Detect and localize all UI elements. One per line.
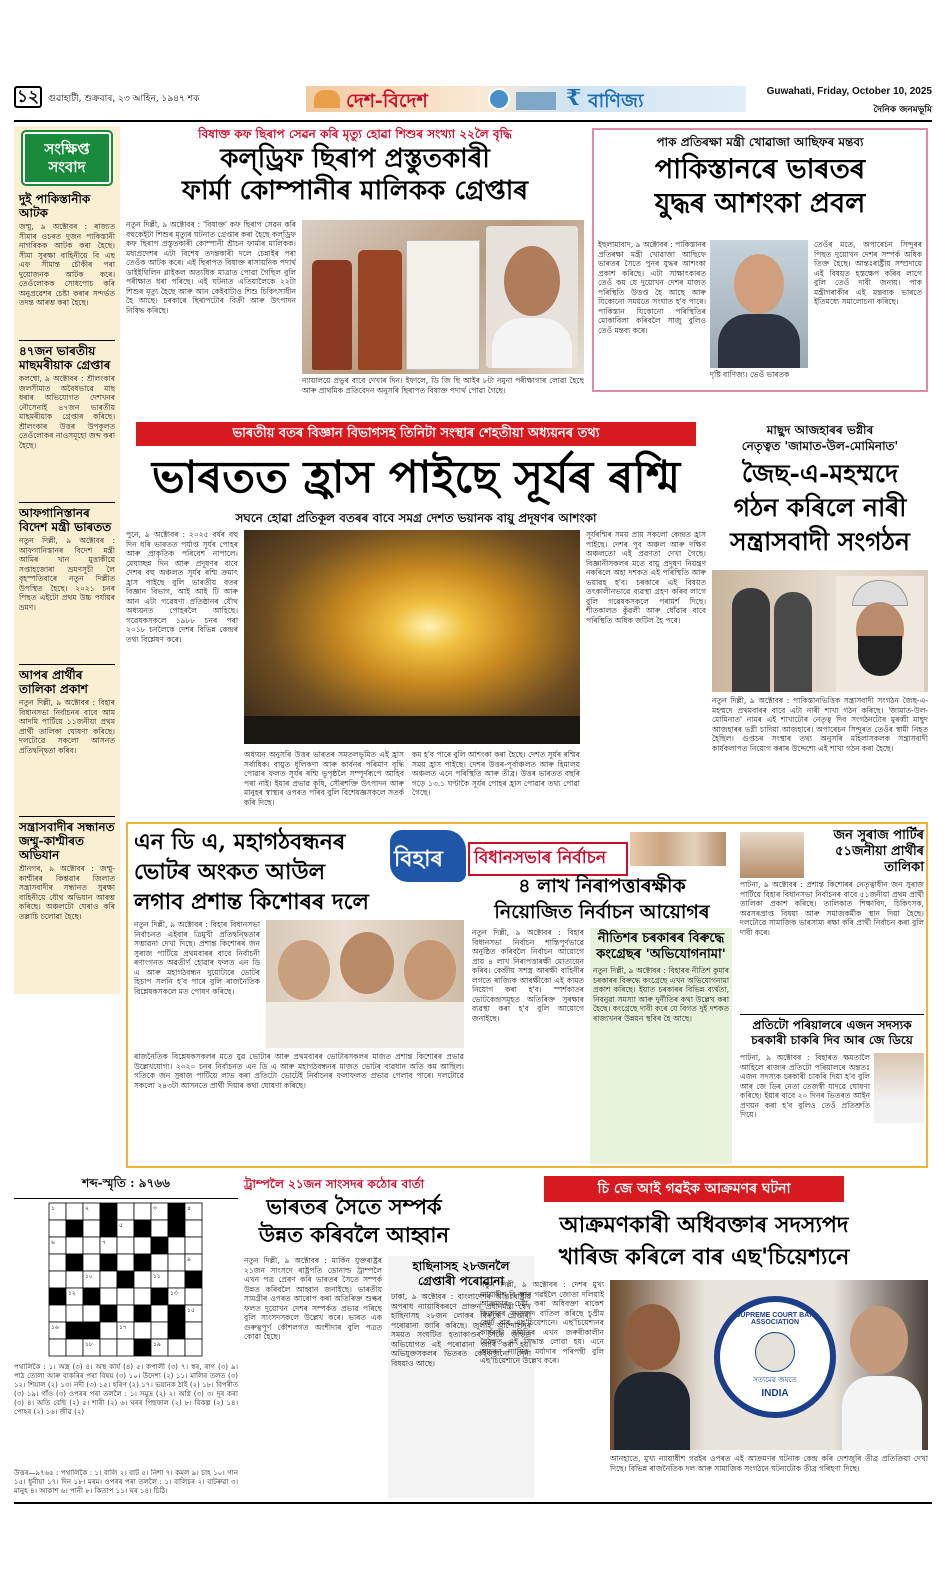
- scba-motto: সত্যমেৱ জয়তে: [753, 1376, 797, 1384]
- sidebar-item-title: আপৰ প্ৰাৰ্থীৰ তালিকা প্ৰকাশ: [19, 668, 88, 696]
- crossword-number: ১০: [85, 1273, 93, 1280]
- crossword-cell[interactable]: [49, 1254, 66, 1271]
- crossword-cell[interactable]: [151, 1322, 168, 1339]
- crossword-cell[interactable]: [168, 1271, 185, 1288]
- story-body: অধ্যয়ন অনুসৰি উত্তৰ ভাৰতৰ সমতলভূমিত এই হ্ৰাস সৰ্বাধিক। বায়ুত ধূলিকণা আৰু কাৰ্বনৰ পৰিমাণ বৃদ্ধি পোৱাৰ ফলত সূৰ্যৰ ৰশ্মি ভূপৃষ্ঠলৈ সম্পূৰ্ণৰূপে আহিব পৰা নাই। ইয়াৰ প্ৰভাৱ কৃষি, সৌৰশক্তি উৎপাদন আৰু মানুহৰ স্বাস্থ্যৰ ওপৰত পৰিব বুলি বিশেষজ্ঞসকলে সতৰ্ক কৰি দিছে।: [244, 750, 404, 807]
- story-body: সূৰ্যৰশ্মিৰ সময় প্ৰায় সকলো কেন্দ্ৰত হ্ৰাস পাইছে। দেশৰ পূব অঞ্চল আৰু দক্ষিণ অঞ্চলতো এই প্ৰৱণতা দেখা গৈছে। বিজ্ঞানীসকলৰ মতে বায়ু প্ৰদূষণ নিয়ন্ত্ৰণ নকৰিলে অহা দশকত এই পৰিস্থিতি আৰু ভয়াৱহ হ'ব। চৰকাৰে এই বিষয়ত তৎকালীনভাৱে ব্যৱস্থা গ্ৰহণ কৰিব লাগে বুলি গৱেষকসকলে পৰামৰ্শ দিছে। শীতকালত কুঁৱলী আৰু ধোঁৱাৰ বাবে পৰিস্থিতি অধিক জটিল হৈ পৰে।: [586, 530, 706, 625]
- crossword-cell[interactable]: [100, 1271, 117, 1288]
- story-rjd-jobs: [740, 1014, 924, 1164]
- photo-caption: দৃষ্টি বাণিজ্য। ভেওঁ ভাৰতক: [710, 370, 790, 379]
- syrup-box: [406, 240, 480, 370]
- crossword-number: ৬: [51, 1239, 55, 1246]
- crossword-cell[interactable]: [185, 1339, 202, 1356]
- crossword-number: ৩: [153, 1205, 157, 1212]
- story-kicker: পাক প্ৰতিৰক্ষা মন্ত্ৰী খোৱাজা আছিফৰ মন্তব্য: [656, 135, 864, 149]
- owner-face: [504, 246, 560, 316]
- jem-photo: [712, 570, 928, 692]
- crossword-cell[interactable]: [66, 1271, 83, 1288]
- crossword-title: শব্দ-স্মৃতি : ৯৭৬৬: [14, 1172, 238, 1199]
- crossword-block: [168, 1305, 185, 1322]
- story-subhead: সঘনে হোৱা প্ৰতিকূল বতৰৰ বাবে সমগ্ৰ দেশত ভয়ানক বায়ু প্ৰদূষণৰ আশংকা: [235, 511, 597, 525]
- election-label: বিধানসভাৰ নিৰ্বাচন: [468, 842, 628, 876]
- story-body: ইছলামাবাদ, ৯ অক্টোবৰ : পাকিস্তানৰ প্ৰতিৰক্ষা মন্ত্ৰী খোৱাজা আছিফে ভাৰতৰ সৈতে পুনৰ যুদ্ধৰ আশংকা প্ৰকাশ কৰিছে। এটা সাক্ষাৎকাৰত তেওঁ কয় যে দুয়োখন দেশৰ মাজত পৰিস্থিতি উত্তপ্ত হৈ আছে আৰু যিকোনো সময়তে সংঘাত হ'ব পাৰে। পাকিস্তান যিকোনো পৰিস্থিতিৰ মোকাবিলা কৰিবলৈ সাজু বুলিও তেওঁ মন্তব্য কৰে।: [598, 240, 706, 335]
- scba-logo: [714, 1296, 836, 1418]
- crossword-cell[interactable]: [49, 1271, 66, 1288]
- story-headline: কল্‌ড্ৰিফ ছিৰাপ প্ৰস্তুতকাৰী: [220, 144, 490, 174]
- story-headline: প্ৰতিটো পৰিয়ালৰে এজন সদস্যক: [752, 1018, 912, 1032]
- crossword-block: [168, 1322, 185, 1339]
- story-headline: চৰকাৰী চাকৰি দিব আৰ জে ডিয়ে: [751, 1033, 913, 1047]
- story-headline: ভাৰতত হ্ৰাস পাইছে সূৰ্যৰ ৰশ্মি: [151, 452, 681, 503]
- crossword-block: [168, 1203, 185, 1220]
- story-headline: আক্ৰমণকাৰী অধিবক্তাৰ সদস্যপদ: [559, 1212, 849, 1238]
- crossword-cell[interactable]: [100, 1339, 117, 1356]
- sidebar-item-title: সন্ত্ৰাসবাদীৰ সন্ধানত জম্মু-কাশ্মীৰত অভিযান: [19, 820, 115, 862]
- story-headline: গ্ৰেপ্তাৰী পৰোৱানা: [418, 1274, 504, 1288]
- sidebar-item-body: নতুন দিল্লী, ৯ অক্টোবৰ : আফগানিস্তানৰ বিদেশ মন্ত্ৰী আমিৰ খান মুত্তাকীয়ে সপ্তাহজোৰা ভ্ৰমণসূচী লৈ বৃহস্পতিবাৰে নতুন দিল্লীত উপস্থিত হৈছে। ২০২১ চনৰ পিছত এইটো প্ৰথম উচ্চ পৰ্যায়ৰ ভ্ৰমণ।: [19, 536, 115, 612]
- crossword-block: [168, 1220, 185, 1237]
- crossword-number: ২: [85, 1205, 89, 1212]
- story-body: পুনে, ৯ অক্টোবৰ : ২০২৫ বৰ্ষৰ বহু দিন ধৰি ভাৰতত পৰ্যাপ্ত সূৰ্যৰ পোহৰ আৰু প্ৰাকৃতিক পৰিবেশ নাপালে। মেঘাচ্ছন্ন দিন আৰু প্ৰদূষণৰ বাবে দেশৰ বহু অঞ্চলত সূৰ্যৰ ৰশ্মি ক্ৰমাৎ হ্ৰাস পাইছে বুলি ভাৰতীয় বতৰ বিজ্ঞান বিভাগ, আই আই টি আৰু আন এটা গৱেষণা প্ৰতিষ্ঠানৰ যৌথ অধ্যয়নত পোহৰলৈ আহিছে। গৱেষকসকলে ১৯৮৮ চনৰ পৰা ২০১৮ চনলৈকে দেশৰ বিভিন্ন কেন্দ্ৰৰ তথ্য বিশ্লেষণ কৰে।: [126, 530, 238, 644]
- story-headline: নীতিশৰ চৰকাৰৰ বিৰুদ্ধে: [597, 931, 725, 946]
- story-jem: [712, 422, 928, 818]
- clouds-sun-photo: [244, 530, 580, 744]
- story-body: পাটনা, ৯ অক্টোবৰ : বিহাৰত ক্ষমতালৈ আহিলে ৰাজ্যৰ প্ৰতিটো পৰিয়ালৰে অন্ততঃ এজন সদস্যক চৰকাৰী চাকৰি দিয়া হ'ব বুলি আৰ জে ডিৰ নেতা তেজস্বী যাদৱে ঘোষণা কৰিছে। ইয়াৰ বাবে ২০ দিনৰ ভিতৰত আইন প্ৰণয়ন কৰা হ'ব বুলিও তেওঁ প্ৰতিশ্ৰুতি দিয়ে।: [740, 1053, 870, 1119]
- leader-face: [404, 940, 456, 1000]
- crossword-cell[interactable]: [100, 1322, 117, 1339]
- sidebar-item-title: দুই পাকিস্তানীক আটক: [19, 192, 91, 220]
- crossword-number: ৯: [187, 1256, 191, 1263]
- story-headline: সন্ত্ৰাসবাদী সংগঠন: [730, 527, 910, 556]
- masthead: [14, 84, 932, 120]
- crossword: [14, 1172, 238, 1498]
- parliament-icon: [314, 90, 340, 108]
- advocate-face: [624, 1304, 680, 1370]
- crossword-cell[interactable]: [83, 1254, 100, 1271]
- crossword-number: ৮: [136, 1256, 140, 1263]
- leader-clothes: [266, 1002, 464, 1048]
- leader-face: [278, 940, 330, 1000]
- crossword-block: [185, 1271, 202, 1288]
- asif-suit: [718, 314, 800, 368]
- crossword-number: ১৫: [187, 1307, 195, 1314]
- crossword-block: [100, 1220, 117, 1237]
- crossword-cell[interactable]: [117, 1254, 134, 1271]
- story-body: পাটনা, ৯ অক্টোবৰ : প্ৰশান্ত কিশোৰৰ নেতৃত্বাধীন জন সুৰাজ পাৰ্টিয়ে বিহাৰ বিধানসভা নিৰ্বাচনৰ বাবে ৫১জনীয়া প্ৰথম প্ৰাৰ্থী তালিকা প্ৰকাশ কৰিছে। তালিকাত শিক্ষাবিদ, চিকিৎসক, অৱসৰপ্ৰাপ্ত বিষয়া আৰু সমাজকৰ্মীক স্থান দিয়া হৈছে। দলটোৱে সামাজিক ভাৰসাম্য ৰক্ষা কৰি প্ৰাৰ্থী নিৰ্বাচন কৰা বুলি দাবী কৰে।: [740, 880, 924, 937]
- story-headline: উন্নত কৰিবলৈ আহ্বান: [258, 1222, 450, 1247]
- scba-logo-india: INDIA: [761, 1388, 789, 1399]
- page-number: ১২: [14, 86, 42, 108]
- story-body: নতুন দিল্লী, ৯ অক্টোবৰ : দেশৰ মুখ্য ন্যায়াধীশ বি আৰ গৱইলৈ জোতা দলিয়াই আক্ৰমণৰ চেষ্টা কৰা অধিবক্তা ৰাকেশ কিশোৰৰ সদস্যপদ বাতিল কৰিছে চুপ্ৰীম কোৰ্ট বাৰ এছ'চিয়েশ্যনে। এছ'চিয়েশ্যনৰ কাৰ্যবাহী সমিতিৰ এখন জৰুৰীকালীন বৈঠকত এই সিদ্ধান্ত লোৱা হয়। এনে আচৰণ ন্যায়িক মৰ্যাদাৰ পৰিপন্থী বুলি এছ'চিয়েশ্যনে উল্লেখ কৰে।: [480, 1280, 604, 1365]
- sidebar-item-title: আফগানিস্তানৰ বিদেশ মন্ত্ৰী ভাৰতত: [19, 506, 112, 534]
- crossword-number: ১: [51, 1205, 55, 1212]
- crossword-cell[interactable]: [134, 1203, 151, 1220]
- crossword-cell[interactable]: [66, 1339, 83, 1356]
- story-headline: লগাব প্ৰশান্ত কিশোৰৰ দলে: [134, 889, 369, 915]
- crossword-cell[interactable]: [49, 1339, 66, 1356]
- story-body: আনহাতে, মুখ্য ন্যায়াধীশ গৱইৰ ওপৰত এই আক্ৰমণৰ ঘটনাক কেন্দ্ৰ কৰি দেশজুৰি তীব্ৰ প্ৰতিক্ৰিয়া দেখা দিছে। বিভিন্ন ৰাজনৈতিক দল আৰু সামাজিক সংগঠনে ঘটনাটোক তীব্ৰ গৰিহণা দিছে।: [610, 1454, 928, 1473]
- sidebar-item-body: জম্মু, ৯ অক্টোবৰ : ৰাজ্যত সীমাৰ ওচৰত দুজন পাকিস্তানী নাগৰিকক আটক কৰা হৈছে। সীমা সুৰক্ষা বাহিনীয়ে বি এছ এফ সীমান্ত চৌকীৰ পৰা দুয়োজনক আটক কৰে। তেওঁলোকক সোধপোচ কৰি অনুপ্ৰৱেশৰ চেষ্টা কৰাৰ সন্দৰ্ভত তদন্ত আৰম্ভ কৰা হৈছে।: [19, 222, 115, 307]
- date-english: Guwahati, Friday, October 10, 2025: [766, 86, 932, 97]
- bihar-label: বিহাৰ: [394, 846, 443, 872]
- story-band: চি জে আই গৱইক আক্ৰমণৰ ঘটনা: [544, 1176, 844, 1202]
- veiled-woman: [774, 592, 812, 692]
- story-kicker: মাছুদ আজহাৰৰ ভগ্নীৰ: [766, 423, 874, 437]
- crossword-block: [117, 1271, 134, 1288]
- story-headline: হাছিনাসহ ২৮জনলৈ: [412, 1259, 510, 1273]
- cji-face: [850, 1306, 908, 1374]
- story-cough-syrup: [126, 126, 584, 396]
- bottle: [358, 250, 402, 370]
- crossword-number: ১৩: [170, 1290, 178, 1297]
- crossword-cell[interactable]: [134, 1322, 151, 1339]
- sidebar-badge: সংক্ষিপ্ত সংবাদ: [23, 132, 111, 184]
- crossword-cell[interactable]: [83, 1237, 100, 1254]
- story-body: নতুন দিল্লী, ৯ অক্টোবৰ : 'বিষাক্ত' কফ ছিৰাপ সেৱন কৰি বহুকেইটা শিশুৰ মৃত্যুৰ ঘটনাত গ্ৰেপ্তাৰ কৰা হৈছে কল্‌ড্ৰিফ কফ ছিৰাপ প্ৰস্তুতকাৰী কোম্পানী শ্ৰীচন ফাৰ্মাৰ মালিকক। মধ্যপ্ৰদেশৰ এটা বিশেষ তদন্তকাৰী দলে চেন্নাইৰ পৰা তেওঁক আটক কৰে। এই ছিৰাপত বিষাক্ত ৰাসায়নিক পদাৰ্থ ডাইইথিলিন গ্লাইকল অত্যধিক মাত্ৰাত পোৱা গৈছিল বুলি পৰীক্ষাত ধৰা পৰিছে। এই ঘটনাত এতিয়ালৈকে ২২টা শিশুৰ মৃত্যু হৈছে আৰু আন কেইবাটাও শিশু চিকিৎসাধীন হৈ আছে। চৰকাৰে ছিৰাপটোৰ বিক্ৰী আৰু উৎপাদন নিষিদ্ধ কৰিছে।: [126, 220, 296, 315]
- sidebar-item-body: শ্ৰীনগৰ, ৯ অক্টোবৰ : জম্মু-কাশ্মীৰৰ কিশ্তৱাৰ জিলাত সন্ত্ৰাসবাদীৰ সন্ধানত সুৰক্ষা বাহিনীয়ে যৌথ অভিযান আৰম্ভ কৰিছে। অঞ্চলটো ঘেৰাও কৰি তল্লাচি চলোৱা হৈছে।: [19, 864, 115, 921]
- story-body: তেওঁৰ মতে, অপাৰেচন সিন্দুৰৰ পিছত দুয়োখন দেশৰ সম্পৰ্ক অধিক তিক্ত হৈছে। আন্তঃৰাষ্ট্ৰীয় সম্প্ৰদায়ে এই বিষয়ত হস্তক্ষেপ কৰিব লাগে বুলি তেওঁ দাবী জনায়। পাক মন্ত্ৰীগৰাকীৰ এই মন্তব্যক ভাৰতে ইতিমধ্যে সমালোচনা কৰিছে।: [814, 240, 922, 306]
- sidebar-item: [19, 502, 115, 660]
- crossword-cell[interactable]: [66, 1237, 83, 1254]
- leader-face: [340, 932, 394, 994]
- scba-emblem: [755, 1332, 795, 1372]
- crossword-block: [83, 1288, 100, 1305]
- cji-scba-photo: [610, 1280, 928, 1450]
- story-headline: ভোটৰ অংকত আউল: [134, 859, 326, 885]
- story-body: কম হ'ব পাৰে বুলি আশংকা কৰা হৈছে। দেশত সূৰ্যৰ ৰশ্মিৰ সময় হ্ৰাস পাইছে। দেশৰ উত্তৰ-পূৰ্বাঞ্চলত আৰু হিমালয় অঞ্চলত এনে পৰিস্থিতি আৰু তীব্ৰ। উত্তৰ ভাৰতত বছৰি গড়ে ১৩.১ ঘণ্টাকৈ সূৰ্যৰ পোহৰ হ্ৰাস পোৱাৰ তথ্য পোৱা গৈছে।: [412, 750, 580, 797]
- crossword-number: ১৮: [85, 1341, 93, 1348]
- story-headline: গঠন কৰিলে নাৰী: [733, 493, 907, 522]
- crossword-cell[interactable]: [117, 1203, 134, 1220]
- story-kicker: ট্ৰাম্পলৈ ২১জন সাংসদৰ কঠোৰ বাৰ্তা: [244, 1177, 425, 1191]
- story-headline: খাৰিজ কৰিলে বাৰ এছ'চিয়েশ্যনে: [558, 1244, 850, 1270]
- crossword-cell[interactable]: [134, 1288, 151, 1305]
- leaders-strip: [630, 832, 726, 866]
- story-headline: জন সুৰাজ পাৰ্টিৰ: [833, 828, 924, 843]
- azhar-beard: [858, 636, 902, 676]
- crossword-cell[interactable]: [168, 1237, 185, 1254]
- syrup-bottles-photo: [302, 220, 584, 374]
- sidebar-item: [19, 340, 115, 498]
- crossword-cell[interactable]: [168, 1339, 185, 1356]
- tejashwi-photo: [874, 1053, 924, 1123]
- story-pakistan: [592, 128, 928, 392]
- crossword-cell[interactable]: [49, 1220, 66, 1237]
- sidebar-item: [19, 816, 115, 974]
- story-headline: তালিকা: [884, 860, 924, 875]
- crossword-number: ১৯: [153, 1341, 161, 1348]
- header-rule: [14, 120, 932, 122]
- crossword-block: [134, 1220, 151, 1237]
- crossword-block: [83, 1322, 100, 1339]
- city-skyline: [244, 716, 580, 744]
- crossword-cell[interactable]: [185, 1237, 202, 1254]
- story-body: নতুন দিল্লী, ৯ অক্টোবৰ : বিহাৰ বিধানসভা নিৰ্বাচনত এইবাৰ ত্ৰিমুখী প্ৰতিদ্বন্দ্বিতাৰ সম্ভাৱনা দেখা দিছে। প্ৰশান্ত কিশোৰৰ জন সুৰাজ পাৰ্টিয়ে প্ৰথমবাৰৰ বাবে নিৰ্বাচনী ৰণাংগনত অৱতীৰ্ণ হোৱাৰ ফলত এন ডি এ আৰু মহাগঠবন্ধন দুয়োটাৰে ভোটৰ হিচাপ সলনি হ'ব পাৰে বুলি ৰাজনৈতিক বিশ্লেষকসকলে মত পোষণ কৰিছে।: [134, 920, 260, 996]
- story-body: নতুন দিল্লী, ৯ অক্টোবৰ : বিহাৰৰ নীতিশ কুমাৰ চৰকাৰৰ বিৰুদ্ধে কংগ্ৰেছে এখন অভিযোগনামা প্ৰকাশ কৰিছে। ইয়াত চৰকাৰৰ বিভিন্ন ব্যৰ্থতা, নিবনুৱা সমস্যা আৰু দুৰ্নীতিৰ কথা উল্লেখ কৰা হৈছে। কংগ্ৰেছে দাবী কৰে যে বিগত দুই দশকত ৰাজ্যখনৰ উন্নয়ন স্থবিৰ হৈ আছে।: [593, 966, 729, 1023]
- sidebar-item: [19, 192, 115, 336]
- owner-portrait: [486, 226, 578, 368]
- kishore-nitish-tejashwi-photo: [266, 920, 464, 1048]
- crossword-block: [151, 1288, 168, 1305]
- cji-attire: [842, 1376, 922, 1450]
- crossword-block: [151, 1237, 168, 1254]
- crossword-number: ৪: [187, 1205, 191, 1212]
- story-jan-suraaj-list: [740, 828, 924, 1012]
- crossword-number: ১২: [68, 1290, 76, 1297]
- sidebar-item-body: কলম্বো, ৯ অক্টোবৰ : শ্ৰীলংকাৰ জলসীমাত অবৈধভাৱে মাছ ধৰাৰ অভিযোগত দেশখনৰ নৌসেনাই ৪৭জন ভাৰতীয় মাছমৰীয়াক গ্ৰেপ্তাৰ কৰিছে। শ্ৰীলংকাৰ উত্তৰ উপকূলত তেওঁলোকৰ নাওসমূহো জব্দ কৰা হৈছে।: [19, 374, 115, 450]
- crossword-block: [100, 1254, 117, 1271]
- crossword-cell[interactable]: [134, 1271, 151, 1288]
- section-banner: [306, 86, 746, 112]
- advocate-suit: [614, 1372, 690, 1450]
- crossword-block: [66, 1322, 83, 1339]
- crossword-cell[interactable]: [100, 1288, 117, 1305]
- story-body: নতুন দিল্লী, ৯ অক্টোবৰ : পাকিস্তানভিত্তিক সন্ত্ৰাসবাদী সংগঠন জৈছ-এ-মহম্মদে প্ৰথমবাৰৰ বাবে এটা নাৰী শাখা গঠন কৰিছে। 'জামাত-উল-মোমিনাত' নামৰ এই শাখাটোৰ নেতৃত্ব দিব সংগঠনটোৰ মুৰব্বী মাছুদ আজহাৰৰ ভগ্নী চাদিয়া আজহাৰে। অপাৰেচন সিন্দুৰত তেওঁৰ স্বামী নিহত হৈছিল। গুপ্তচৰ সংস্থাৰ তথ্য অনুসৰি মহিলাসকলক সন্ত্ৰাসবাদী কাৰ্যকলাপত নিয়োগ কৰাৰ উদ্দেশ্যে এই শাখা গঠন কৰা হৈছে।: [712, 696, 928, 753]
- crossword-number: ১৬: [51, 1324, 59, 1331]
- crossword-cell[interactable]: [83, 1305, 100, 1322]
- sidebar-item-body: নতুন দিল্লী, ৯ অক্টোবৰ : বিহাৰ বিধানসভা নিৰ্বাচনৰ বাবে আম আদমি পাৰ্টিয়ে ১১জনীয়া প্ৰথম প্ৰাৰ্থী তালিকা ঘোষণা কৰিছে। দলটোৱে সকলো আসনত প্ৰতিদ্বন্দ্বিতা কৰিব।: [19, 698, 115, 755]
- section-banijya: বাণিজ্য: [588, 90, 644, 112]
- story-headline: কংগ্ৰেছৰ 'অভিযোগনামা': [596, 947, 726, 962]
- crossword-clues: পথালিকৈ : ১। অস্ত্ৰ (৩) ৪। অস্থ কাৰ্য (৪) ৫। কপালী (৩) ৭। স্বৰ, ৰাগ (৩) ৯। পাঠ তোলা আৰু বাকৰিৰ পৰা বিষয় (৩) ১০। উদেশ্য (২) ১১। মালিৰ তলত (৩) ১২। শিয়াল (২) ১৩। নদী (৩) ১৫। হৰিণ (২) ১৭। ভয়ানক ঠাই (২) ১৮। বিপৰীত (৩) ১৯। গাঁও (৩) ওপৰৰ পৰা তললৈ : ১। সমুদ্ৰ (২) ২। অগ্নি (৩) ৩। দূৰ কৰা (৩) ৪। অতি বেছি (২) ৫। শাৰী (২) ৬। ঘৰৰ পিছফাল (২) ৮। বিকল্প (২) ১৪। পোহৰ (২) ১৬। জীৱ (২): [14, 1363, 238, 1416]
- story-headline: ফাৰ্মা কোম্পানীৰ মালিকক গ্ৰেপ্তাৰ: [182, 176, 528, 206]
- crossword-cell[interactable]: [185, 1220, 202, 1237]
- sidebar-item-title: ৪৭জন ভাৰতীয় মাছমৰীয়াক গ্ৰেপ্তাৰ: [19, 344, 111, 372]
- crossword-cell[interactable]: [66, 1305, 83, 1322]
- crossword-cell[interactable]: [117, 1237, 134, 1254]
- story-headline: নিয়োজিত নিৰ্বাচন আয়োগৰ: [494, 901, 710, 923]
- story-congress-chargesheet: [590, 928, 732, 1164]
- crossword-cell[interactable]: [151, 1220, 168, 1237]
- crossword-cell[interactable]: [134, 1237, 151, 1254]
- veiled-woman: [732, 588, 770, 692]
- crossword-number: ১৭: [119, 1324, 127, 1331]
- paper-name: দৈনিক জনমভূমি: [873, 105, 932, 115]
- crossword-block: [134, 1339, 151, 1356]
- rupee-icon: ₹: [566, 85, 582, 111]
- crossword-cell[interactable]: [151, 1254, 168, 1271]
- story-sunlight: [126, 422, 706, 818]
- crossword-cell[interactable]: [117, 1288, 134, 1305]
- globe-icon: [488, 88, 510, 110]
- crossword-number: ১১: [153, 1273, 161, 1280]
- story-headline: এন ডি এ, মহাগঠবন্ধনৰ: [134, 829, 346, 855]
- crossword-number: ৭: [102, 1239, 106, 1246]
- sidebar: [14, 126, 120, 994]
- azhar-portrait: [836, 576, 924, 692]
- crossword-number: ১৪: [102, 1307, 110, 1314]
- crossword-cell[interactable]: [49, 1305, 66, 1322]
- crossword-cell[interactable]: [185, 1322, 202, 1339]
- photo-caption: ন্যায়ালয়ে প্ৰভুৰ বাবে দেখাৰ দিন। ইফালে, ডি জি ছি আইৰ ৮টা নমুনা পৰীক্ষাগাৰ লোৱা হৈছে আৰু প্ৰাথমিক প্ৰতিবেদন অনুসৰি ছিৰাপত বিষাক্ত পদাৰ্থ পোৱা গৈছে।: [302, 376, 584, 395]
- asif-face: [734, 254, 784, 314]
- section-desh-bidesh: দেশ-বিদেশ: [346, 90, 428, 112]
- crossword-cell[interactable]: [151, 1305, 168, 1322]
- story-headline: জৈছ-এ-মহম্মদে: [741, 459, 899, 488]
- story-headline: যুদ্ধৰ আশংকা প্ৰবল: [654, 188, 866, 219]
- crossword-answers: উত্তৰ—৯৭৬৫ : পথালিকৈ : ১। বালি ২। বাট ৫। নিশা ৭। কমল ৯। চাহ ১০। গান ১৫। ধুনীয়া ১৭। দিন ১৮। মৰম। ওপৰৰ পৰা তললৈ : ১। বালিচৰ ২। বাটৰুৱা ৩। মানুহ ৪। আকাশ ৬। পানী ৮। কিতাপ ১১। ঘৰ ১৪। চিঠি।: [14, 1469, 238, 1495]
- khawaja-asif-photo: [710, 240, 808, 368]
- crossword-block: [66, 1254, 83, 1271]
- bihar-map-logo: [390, 830, 466, 882]
- crossword-block: [49, 1288, 66, 1305]
- story-headline: ৪ লাখ নিৰাপত্তাৰক্ষীক: [518, 875, 686, 897]
- bihar-election-block: [126, 822, 928, 1168]
- footer-rule: [14, 1502, 932, 1504]
- story-headline: ৫১জনীয়া প্ৰাৰ্থীৰ: [835, 844, 924, 859]
- crossword-block: [134, 1305, 151, 1322]
- crossword-block: [66, 1220, 83, 1237]
- sidebar-item: [19, 664, 115, 812]
- story-kicker: নেতৃত্বত 'জামাত-উল-মোমিনাত': [741, 439, 899, 453]
- scba-logo-text: SUPREME COURT BAR ASSOCIATION: [735, 1312, 815, 1326]
- owner-shirt: [492, 318, 572, 368]
- bottle: [312, 260, 352, 370]
- date-assamese: গুৱাহাটী, শুক্ৰবাৰ, ২৩ আহিন, ১৯৪৭ শক: [48, 94, 200, 104]
- story-kicker: বিষাক্ত কফ ছিৰাপ সেৱন কৰি মৃত্যু হোৱা শিশুৰ সংখ্যা ২২লৈ বৃদ্ধি: [198, 127, 512, 141]
- kishore-photo: [740, 832, 804, 878]
- crossword-number: ৫: [119, 1222, 123, 1229]
- crossword-cell[interactable]: [66, 1203, 83, 1220]
- crossword-cell[interactable]: [117, 1305, 134, 1322]
- story-cji-attack: [480, 1176, 928, 1498]
- story-body: ঢাকা, ৯ অক্টোবৰ : বাংলাদেশৰ আন্তঃৰাষ্ট্ৰীয় অপৰাধ ন্যায়াধিকৰণে প্ৰাক্তন প্ৰধানমন্ত্ৰী শ্বেখ হাছিনাসহ ২৮জন লোকৰ বিৰুদ্ধে গ্ৰেপ্তাৰী পৰোৱানা জাৰি কৰিছে। জুলাই আন্দোলনৰ সময়ত সংঘটিত হত্যাকাণ্ডৰ সৈতে জড়িত অভিযোগত এই পৰোৱানা জাৰি কৰা হয়। অভিযুক্তসকলৰ ভিতৰত কেইবাজনো সেনা বিষয়াও আছে।: [391, 1292, 531, 1368]
- crossword-grid[interactable]: [14, 1201, 238, 1361]
- crossword-cell[interactable]: [168, 1254, 185, 1271]
- story-body: নতুন দিল্লী, ৯ অক্টোবৰ : বিহাৰ বিধানসভা নিৰ্বাচন শান্তিপূৰ্ণভাৱে অনুষ্ঠিত কৰিবলৈ নিৰ্বাচন আয়োগে প্ৰায় ৪ লাখ নিৰাপত্তাৰক্ষী মোতায়েন কৰিব। কেন্দ্ৰীয় সশস্ত্ৰ আৰক্ষী বাহিনীৰ লগতে ৰাজ্যিক আৰক্ষীকো এই কামত নিয়োগ কৰা হ'ব। স্পৰ্শকাতৰ ভোটকেন্দ্ৰসমূহত অতিৰিক্ত সুৰক্ষাৰ ব্যৱস্থা কৰা হ'ব বুলি আয়োগে জনাইছে।: [472, 928, 584, 1023]
- crossword-cell[interactable]: [83, 1220, 100, 1237]
- crossword-cell[interactable]: [117, 1339, 134, 1356]
- story-band: ভাৰতীয় বতৰ বিজ্ঞান বিভাগসহ তিনিটা সংস্থাৰ শেহতীয়া অধ্যয়নৰ তথ্য: [136, 422, 696, 446]
- story-headline: পাকিস্তানৰে ভাৰতৰ: [654, 154, 866, 185]
- skyline-icon: [516, 92, 556, 110]
- crossword-block: [100, 1203, 117, 1220]
- story-headline: ভাৰতৰ সৈতে সম্পৰ্ক: [266, 1194, 442, 1219]
- story-body: নতুন দিল্লী, ৯ অক্টোবৰ : মাৰ্কিন যুক্তৰাষ্ট্ৰৰ ২১জন সাংসদে ৰাষ্ট্ৰপতি ডোনাল্ড ট্ৰাম্পলৈ এখন পত্ৰ প্ৰেৰণ কৰি ভাৰতৰ সৈতে সম্পৰ্ক উন্নত কৰিবলৈ আহ্বান জনাইছে। ভাৰতীয় সামগ্ৰীৰ ওপৰত আৰোপ কৰা অতিৰিক্ত শুল্কৰ ফলত দুয়োখন দেশৰ সম্পৰ্কত প্ৰভাৱ পৰিছে বুলি সাংসদসকলে উল্লেখ কৰে। ভাৰত এক গুৰুত্বপূৰ্ণ কৌশলগত অংশীদাৰ বুলি পত্ৰত কোৱা হৈছে।: [244, 1256, 382, 1341]
- story-body: ৰাজনৈতিক বিশ্লেষকসকলৰ মতে যুৱ ভোটাৰ আৰু প্ৰথমবাৰৰ ভোটাৰসকলৰ মাজত প্ৰশান্ত কিশোৰৰ প্ৰভাৱ উল্লেখযোগ্য। ২০২০ চনৰ নিৰ্বাচনত এন ডি এ আৰু মহাগঠবন্ধনৰ মাজত ভোটৰ ব্যৱধান অতি কম আছিল। গতিকে জন সুৰাজ পাৰ্টিয়ে লাভ কৰা প্ৰতিটো ভোটেই নিৰ্বাচনৰ ফলাফলত প্ৰভাৱ পেলাব পাৰে। দলটোৱে সকলো ২৪৩টা আসনতে প্ৰাৰ্থী দিয়াৰ কথা ঘোষণা কৰিছে।: [134, 1052, 464, 1090]
- crossword-cell[interactable]: [185, 1288, 202, 1305]
